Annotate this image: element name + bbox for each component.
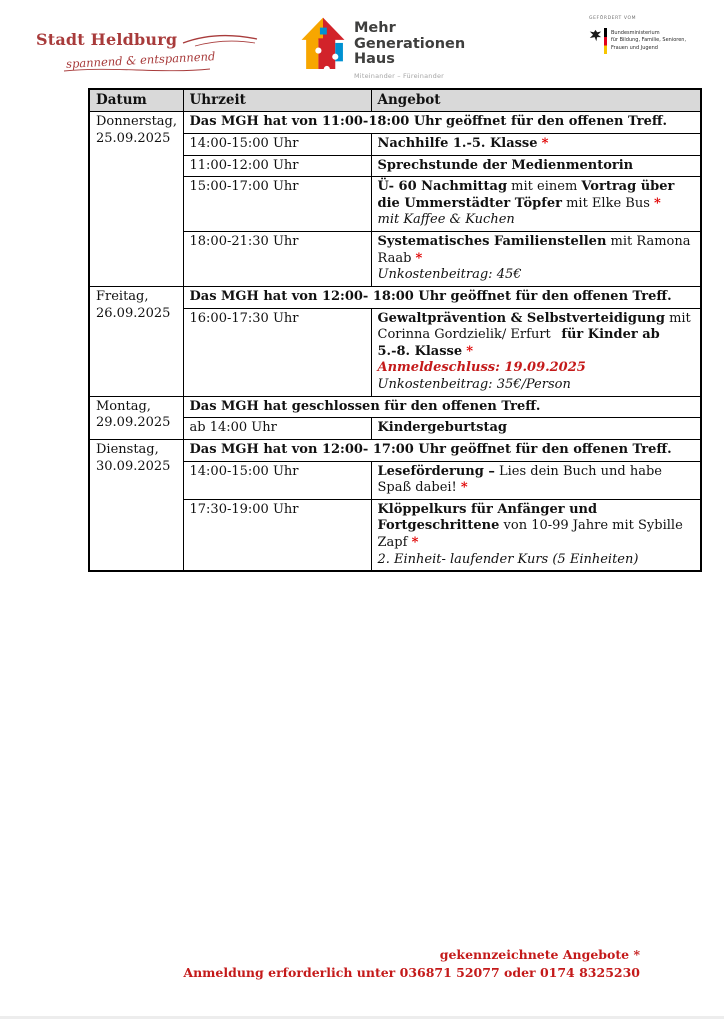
stadt-heldburg-logo — [36, 30, 259, 74]
footer-note — [40, 946, 640, 981]
mgh-name-line: Haus — [354, 51, 395, 68]
ministry-line: für Bildung, Familie, Senioren, — [611, 37, 687, 44]
date-cell: Freitag, 26.09.2025 — [89, 286, 183, 396]
federal-eagle-icon — [589, 28, 602, 43]
mehrgenerationenhaus-logo — [300, 15, 465, 80]
offer-cell: Leseförderung – Lies dein Buch und habe Spaß dabei! * — [371, 461, 701, 499]
time-cell: ab 14:00 Uhr — [183, 418, 371, 440]
day-status-cell: Das MGH hat von 12:00- 17:00 Uhr geöffnet für den offenen Treff. — [183, 439, 701, 461]
table-row — [89, 286, 701, 308]
offer-cell: Kindergeburtstag — [371, 418, 701, 440]
offer-cell: Gewaltprävention & Selbstverteidigung mit Corinna Gordzielik/ Erfurt für Kinder ab 5.-8. Klasse * Anmeldeschluss: 19.09.2025 Unkostenbeitrag: 35€/Person — [371, 308, 701, 396]
time-cell: 18:00-21:30 Uhr — [183, 232, 371, 287]
flag-stripe-icon — [604, 28, 607, 54]
time-cell: 14:00-15:00 Uhr — [183, 461, 371, 499]
footer-line-marked-offers: gekennzeichnete Angebote * — [439, 947, 640, 962]
stadt-heldburg-title: Stadt Heldburg — [36, 30, 178, 49]
date-cell: Montag, 29.09.2025 — [89, 396, 183, 439]
schedule-body — [89, 112, 701, 572]
day-status-cell: Das MGH hat von 12:00- 18:00 Uhr geöffnet für den offenen Treff. — [183, 286, 701, 308]
date-cell: Donnerstag, 25.09.2025 — [89, 112, 183, 287]
time-cell: 11:00-12:00 Uhr — [183, 155, 371, 177]
offer-cell: Klöppelkurs für Anfänger und Fortgeschrittene von 10-99 Jahre mit Sybille Zapf * 2. Einheit- laufender Kurs (5 Einheiten) — [371, 499, 701, 571]
table-header-row — [89, 89, 701, 112]
time-cell: 14:00-15:00 Uhr — [183, 133, 371, 155]
time-cell: 15:00-17:00 Uhr — [183, 177, 371, 232]
footer-line-registration: Anmeldung erforderlich unter 036871 52077 oder 0174 8325230 — [183, 964, 640, 980]
ministry-line: Frauen und Jugend — [611, 44, 658, 51]
time-cell: 17:30-19:00 Uhr — [183, 499, 371, 571]
column-header-angebot: Angebot — [371, 89, 701, 112]
offer-cell: Sprechstunde der Medienmentorin — [371, 155, 701, 177]
column-header-uhrzeit: Uhrzeit — [183, 89, 371, 112]
date-cell: Dienstag, 30.09.2025 — [89, 439, 183, 571]
offer-cell: Nachhilfe 1.-5. Klasse * — [371, 133, 701, 155]
table-row — [89, 396, 701, 418]
table-row — [89, 112, 701, 134]
puzzle-house-icon — [300, 15, 346, 77]
time-cell: 16:00-17:30 Uhr — [183, 308, 371, 396]
ministry-logo — [589, 16, 686, 54]
day-status-cell: Das MGH hat von 11:00-18:00 Uhr geöffnet für den offenen Treff. — [183, 112, 701, 134]
table-row — [89, 439, 701, 461]
offer-cell: Systematisches Familienstellen mit Ramona Raab * Unkostenbeitrag: 45€ — [371, 232, 701, 287]
offer-cell: Ü- 60 Nachmittag mit einem Vortrag über die Ummerstädter Töpfer mit Elke Bus * mit Kaffee & Kuchen — [371, 177, 701, 232]
day-status-cell: Das MGH hat geschlossen für den offenen Treff. — [183, 396, 701, 418]
stadt-heldburg-tagline: spannend & entspannend — [65, 49, 216, 71]
mgh-name-line: Generationen — [354, 35, 466, 52]
page-bottom-edge — [0, 1016, 724, 1019]
schedule-table — [88, 88, 702, 572]
ministry-caption: GEFÖRDERT VOM — [589, 16, 637, 21]
column-header-datum: Datum — [89, 89, 183, 112]
mgh-subtitle: Miteinander – Füreinander — [354, 71, 445, 80]
mgh-name-line: Mehr — [354, 20, 396, 36]
ministry-line: Bundesministerium — [611, 30, 660, 36]
swoosh-icon — [181, 32, 259, 48]
